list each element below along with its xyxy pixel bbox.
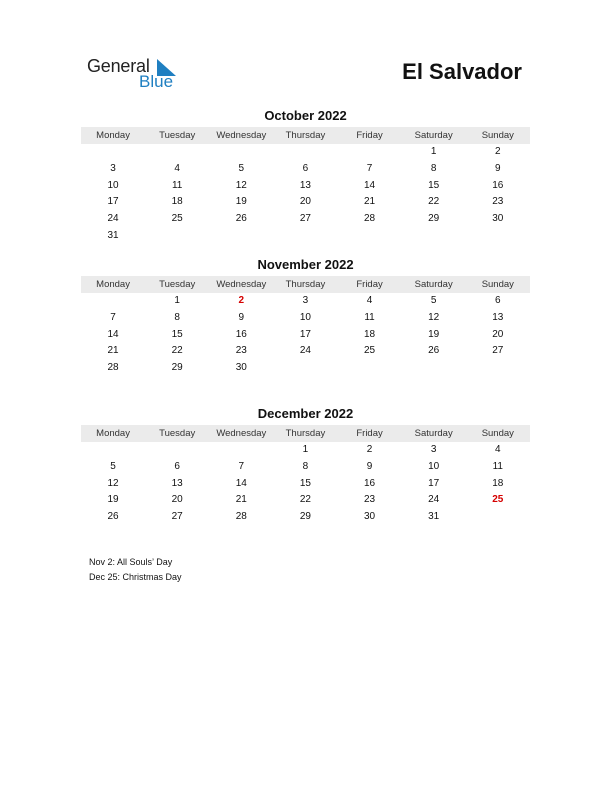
date-cell: 22 [299,494,311,506]
date-cell: 31 [428,511,440,523]
holiday-notes [89,555,182,584]
week-row [81,211,530,228]
date-cell: 30 [492,213,504,225]
weekday-header-row [81,425,530,442]
date-cell: 11 [492,460,503,472]
date-cell: 4 [366,295,373,306]
holiday-date-cell: 25 [492,494,504,506]
date-cell: 6 [174,460,180,472]
date-cell: 9 [366,460,373,472]
date-cell: 11 [364,311,375,323]
date-cell: 7 [238,460,245,472]
empty-date-cell [338,144,402,161]
date-cell: 15 [428,179,440,191]
week-row [81,343,530,360]
week-row [81,442,530,459]
month-title: October 2022 [264,108,347,123]
empty-date-cell [145,144,209,161]
weekday-label: Monday [96,428,130,439]
month-october [81,107,530,245]
holiday-date-cell: 2 [238,295,245,306]
date-cell: 5 [238,162,245,174]
empty-date-cell [402,360,466,377]
date-cell: 16 [364,477,376,489]
date-cell: 14 [364,179,376,191]
weekday-label: Wednesday [216,130,267,141]
date-cell: 24 [107,213,119,225]
country-title: El Salvador [402,59,522,84]
date-cell: 15 [171,328,183,340]
empty-date-cell [145,442,209,459]
date-cell: 26 [107,511,119,523]
empty-date-cell [273,228,337,245]
date-cell: 12 [235,179,247,191]
weekday-label: Friday [356,130,383,141]
week-row [81,327,530,344]
week-row [81,459,530,476]
weekday-label: Wednesday [216,428,267,439]
generalblue-logo [87,56,197,92]
weekday-header-row [81,276,530,293]
week-row [81,178,530,195]
date-cell: 2 [495,146,501,157]
date-cell: 28 [364,213,376,225]
weekday-label: Tuesday [159,130,196,141]
date-cell: 11 [171,179,183,191]
empty-date-cell [466,228,530,245]
week-row [81,492,530,509]
date-cell: 17 [107,196,119,208]
date-cell: 6 [495,295,501,306]
month-title: December 2022 [257,406,354,421]
date-cell: 18 [171,196,183,208]
date-cell: 25 [364,345,376,357]
date-cell: 25 [171,213,183,225]
date-cell: 17 [299,328,311,340]
month-december [81,405,530,526]
date-cell: 5 [110,460,116,472]
date-cell: 10 [107,179,119,191]
weekday-label: Thursday [285,279,326,290]
date-cell: 19 [107,494,119,506]
week-row [81,144,530,161]
weekday-label: Saturday [414,279,453,290]
weekday-label: Sunday [481,428,514,439]
empty-date-cell [273,144,337,161]
date-cell: 3 [302,295,309,306]
date-cell: 3 [110,162,116,174]
date-cell: 4 [174,162,180,174]
empty-date-cell [466,509,530,526]
date-cell: 13 [171,477,183,489]
week-row [81,161,530,178]
date-cell: 30 [235,362,247,374]
date-cell: 14 [235,477,247,489]
weekday-label: Sunday [481,279,514,290]
weekday-label: Friday [356,428,383,439]
date-cell: 5 [430,295,437,306]
date-cell: 23 [364,494,376,506]
week-row [81,509,530,526]
date-cell: 31 [107,229,119,241]
weekday-label: Sunday [481,130,514,141]
date-cell: 7 [366,162,373,174]
date-cell: 23 [235,345,247,357]
empty-date-cell [81,442,145,459]
date-cell: 26 [428,345,440,357]
date-cell: 8 [430,162,437,174]
date-cell: 6 [302,162,309,174]
date-cell: 27 [171,511,183,523]
date-cell: 21 [107,345,119,357]
date-cell: 29 [171,362,183,374]
date-cell: 19 [235,196,247,208]
week-row [81,228,530,245]
date-cell: 7 [110,311,116,323]
date-cell: 1 [430,146,437,157]
weekday-label: Tuesday [159,428,196,439]
week-row [81,476,530,493]
date-cell: 12 [107,477,119,489]
date-cell: 4 [495,444,501,455]
weekday-label: Saturday [414,130,453,141]
logo-text-blue: Blue [139,72,174,91]
date-cell: 20 [171,494,183,506]
week-row [81,360,530,377]
month-november [81,256,530,377]
week-row [81,293,530,310]
date-cell: 9 [238,311,245,323]
empty-date-cell [273,360,337,377]
date-cell: 18 [492,477,504,489]
date-cell: 29 [428,213,440,225]
date-cell: 8 [302,460,309,472]
date-cell: 24 [299,345,311,357]
date-cell: 15 [299,477,311,489]
weekday-label: Tuesday [159,279,196,290]
empty-date-cell [209,228,273,245]
date-cell: 18 [364,328,376,340]
weekday-label: Thursday [285,428,326,439]
date-cell: 17 [428,477,440,489]
date-cell: 22 [171,345,183,357]
date-cell: 26 [235,213,247,225]
empty-date-cell [209,144,273,161]
date-cell: 27 [299,213,311,225]
date-cell: 28 [107,362,119,374]
date-cell: 28 [235,511,247,523]
weekday-label: Monday [96,279,130,290]
empty-date-cell [402,228,466,245]
date-cell: 19 [428,328,440,340]
date-cell: 10 [299,311,311,323]
date-cell: 1 [302,444,309,455]
date-cell: 9 [495,162,501,174]
empty-date-cell [338,228,402,245]
weekday-label: Monday [96,130,130,141]
weekday-label: Friday [356,279,383,290]
date-cell: 29 [299,511,311,523]
weekday-label: Wednesday [216,279,267,290]
week-row [81,310,530,327]
date-cell: 13 [492,311,504,323]
date-cell: 1 [174,295,180,306]
date-cell: 23 [492,196,504,208]
date-cell: 16 [235,328,247,340]
date-cell: 24 [428,494,440,506]
empty-date-cell [145,228,209,245]
empty-date-cell [338,360,402,377]
date-cell: 14 [107,328,119,340]
date-cell: 21 [364,196,376,208]
date-cell: 20 [299,196,311,208]
date-cell: 8 [174,311,180,323]
empty-date-cell [81,293,145,310]
weekday-label: Saturday [414,428,453,439]
week-row [81,194,530,211]
weekday-label: Thursday [285,130,326,141]
date-cell: 27 [492,345,504,357]
holiday-note: Nov 2: All Souls’ Day [89,557,173,567]
date-cell: 2 [366,444,373,455]
date-cell: 10 [428,460,440,472]
date-cell: 30 [364,511,376,523]
empty-date-cell [81,144,145,161]
date-cell: 3 [430,444,437,455]
empty-date-cell [209,442,273,459]
month-title: November 2022 [257,257,354,272]
date-cell: 20 [492,328,504,340]
date-cell: 21 [235,494,247,506]
date-cell: 16 [492,179,504,191]
holiday-note: Dec 25: Christmas Day [89,571,182,582]
logo-text-general: General [87,56,150,76]
weekday-header-row [81,127,530,144]
empty-date-cell [466,360,530,377]
date-cell: 22 [428,196,440,208]
date-cell: 12 [428,311,440,323]
date-cell: 13 [299,179,311,191]
